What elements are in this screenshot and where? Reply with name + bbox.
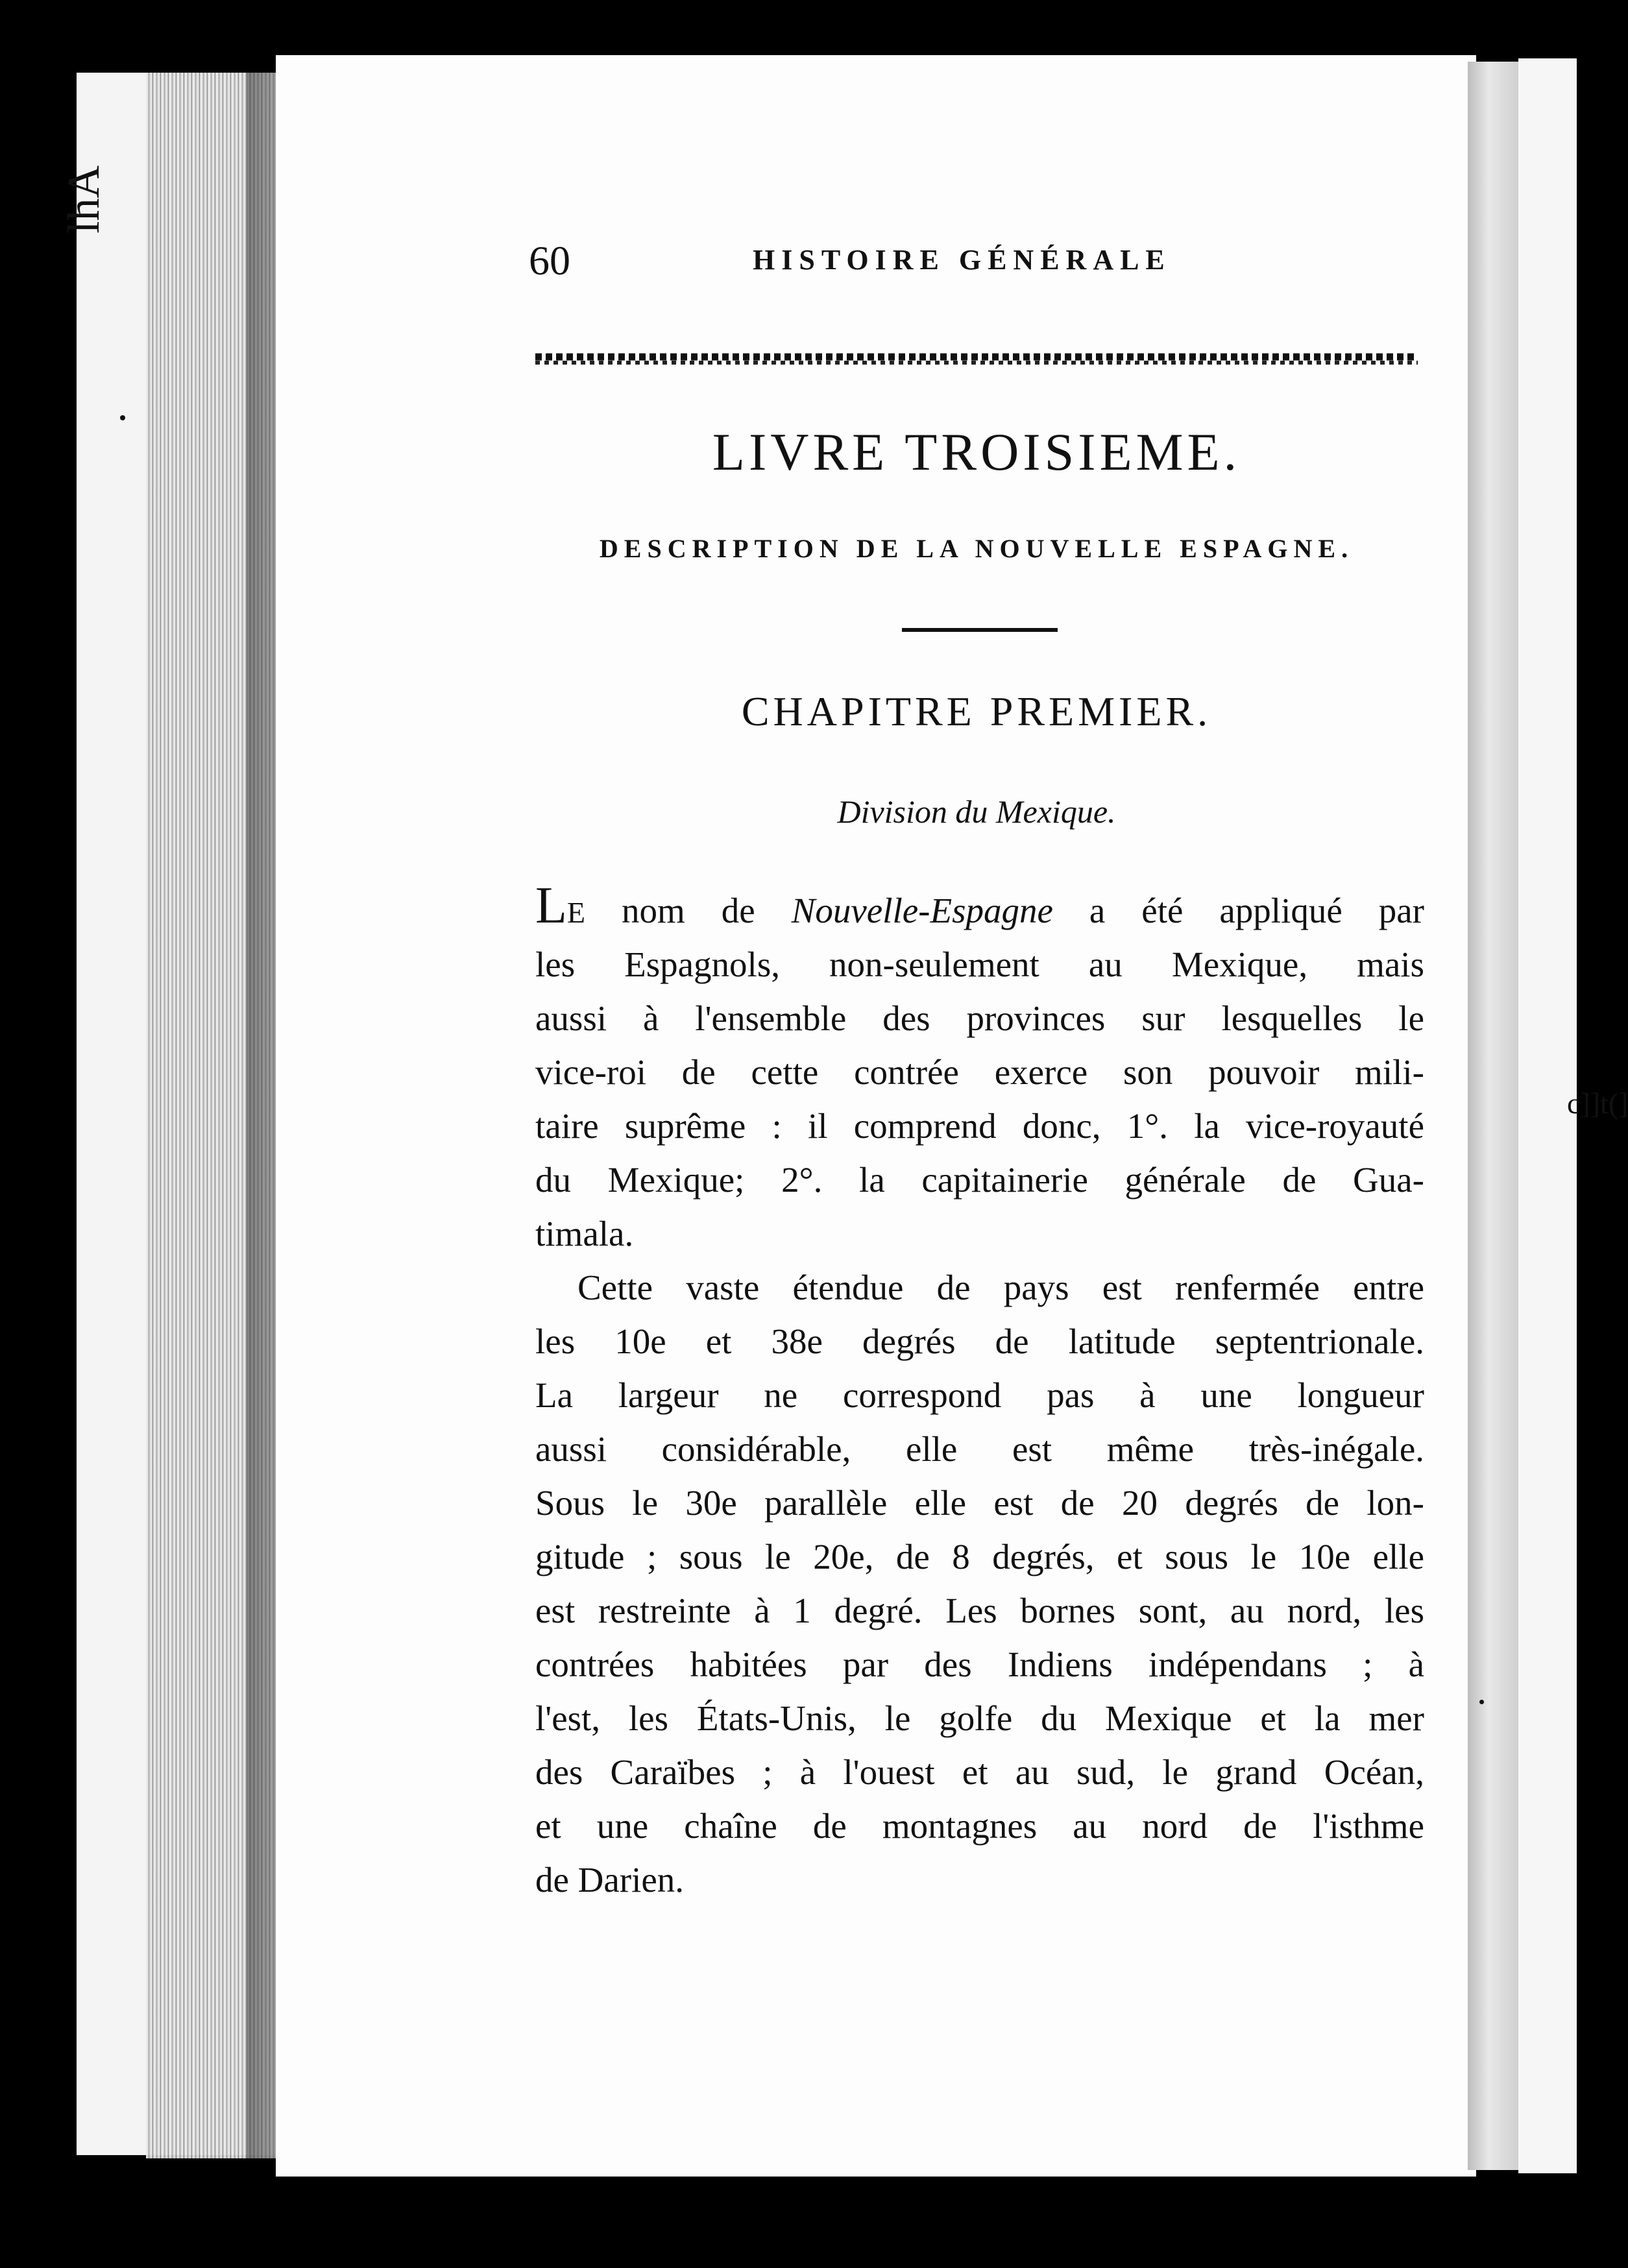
text-line: Sous le 30e parallèle elle est de 20 degrés de lon- xyxy=(535,1483,1424,1523)
text-line: de Darien. xyxy=(535,1860,685,1900)
ornamental-rule-lower xyxy=(535,361,1418,365)
text-line: LE nom de Nouvelle-Espagne a été appliqué par xyxy=(535,877,1424,934)
text-line: timala. xyxy=(535,1214,634,1253)
text-line: gitude ; sous le 20e, de 8 degrés, et sous le 10e elle xyxy=(535,1537,1424,1576)
text-line: les 10e et 38e degrés de latitude septentrionale. xyxy=(535,1321,1424,1361)
text-line: Cette vaste étendue de pays est renfermée entre xyxy=(577,1268,1424,1307)
text-line: La largeur ne correspond pas à une longueur xyxy=(535,1375,1424,1415)
running-title: HISTOIRE GÉNÉRALE xyxy=(753,244,1171,276)
text-line: les Espagnols, non-seulement au Mexique, mais xyxy=(535,945,1424,984)
text-line: aussi à l'ensemble des provinces sur lesquelles le xyxy=(535,998,1424,1038)
drop-cap: L xyxy=(535,877,567,934)
text-line: l'est, les États-Unis, le golfe du Mexique et la mer xyxy=(535,1698,1424,1738)
text-line: et une chaîne de montagnes au nord de l'isthme xyxy=(535,1806,1424,1846)
page-number: 60 xyxy=(529,237,570,284)
section-rule xyxy=(902,628,1058,632)
book-title: LIVRE TROISIEME. xyxy=(712,422,1241,481)
text-line: vice-roi de cette contrée exerce son pouvoir mili- xyxy=(535,1052,1424,1092)
text-line: est restreinte à 1 degré. Les bornes sont, au nord, les xyxy=(535,1591,1424,1630)
text-line: des Caraïbes ; à l'ouest et au sud, le grand Océan, xyxy=(535,1752,1424,1792)
chapter-subtitle: Division du Mexique. xyxy=(837,793,1116,830)
margin-note: lhA xyxy=(59,165,109,234)
chapter-title: CHAPITRE PREMIER. xyxy=(741,688,1212,734)
ink-speck xyxy=(1479,1700,1484,1704)
running-head xyxy=(529,237,1450,295)
book-subtitle: DESCRIPTION DE LA NOUVELLE ESPAGNE. xyxy=(599,534,1354,563)
body-text xyxy=(535,877,1424,1907)
page-edge-shadow xyxy=(1468,62,1520,2170)
ink-speck xyxy=(120,415,125,420)
next-page-letters: c]]t(] xyxy=(1567,1087,1628,1120)
text-line: taire suprême : il comprend donc, 1°. la vice-royauté xyxy=(535,1106,1424,1146)
text-line: du Mexique; 2°. la capitainerie générale de Gua- xyxy=(535,1160,1424,1200)
text-line: contrées habitées par des Indiens indépendans ; à xyxy=(535,1645,1424,1684)
text-line: aussi considérable, elle est même très-inégale. xyxy=(535,1429,1424,1469)
